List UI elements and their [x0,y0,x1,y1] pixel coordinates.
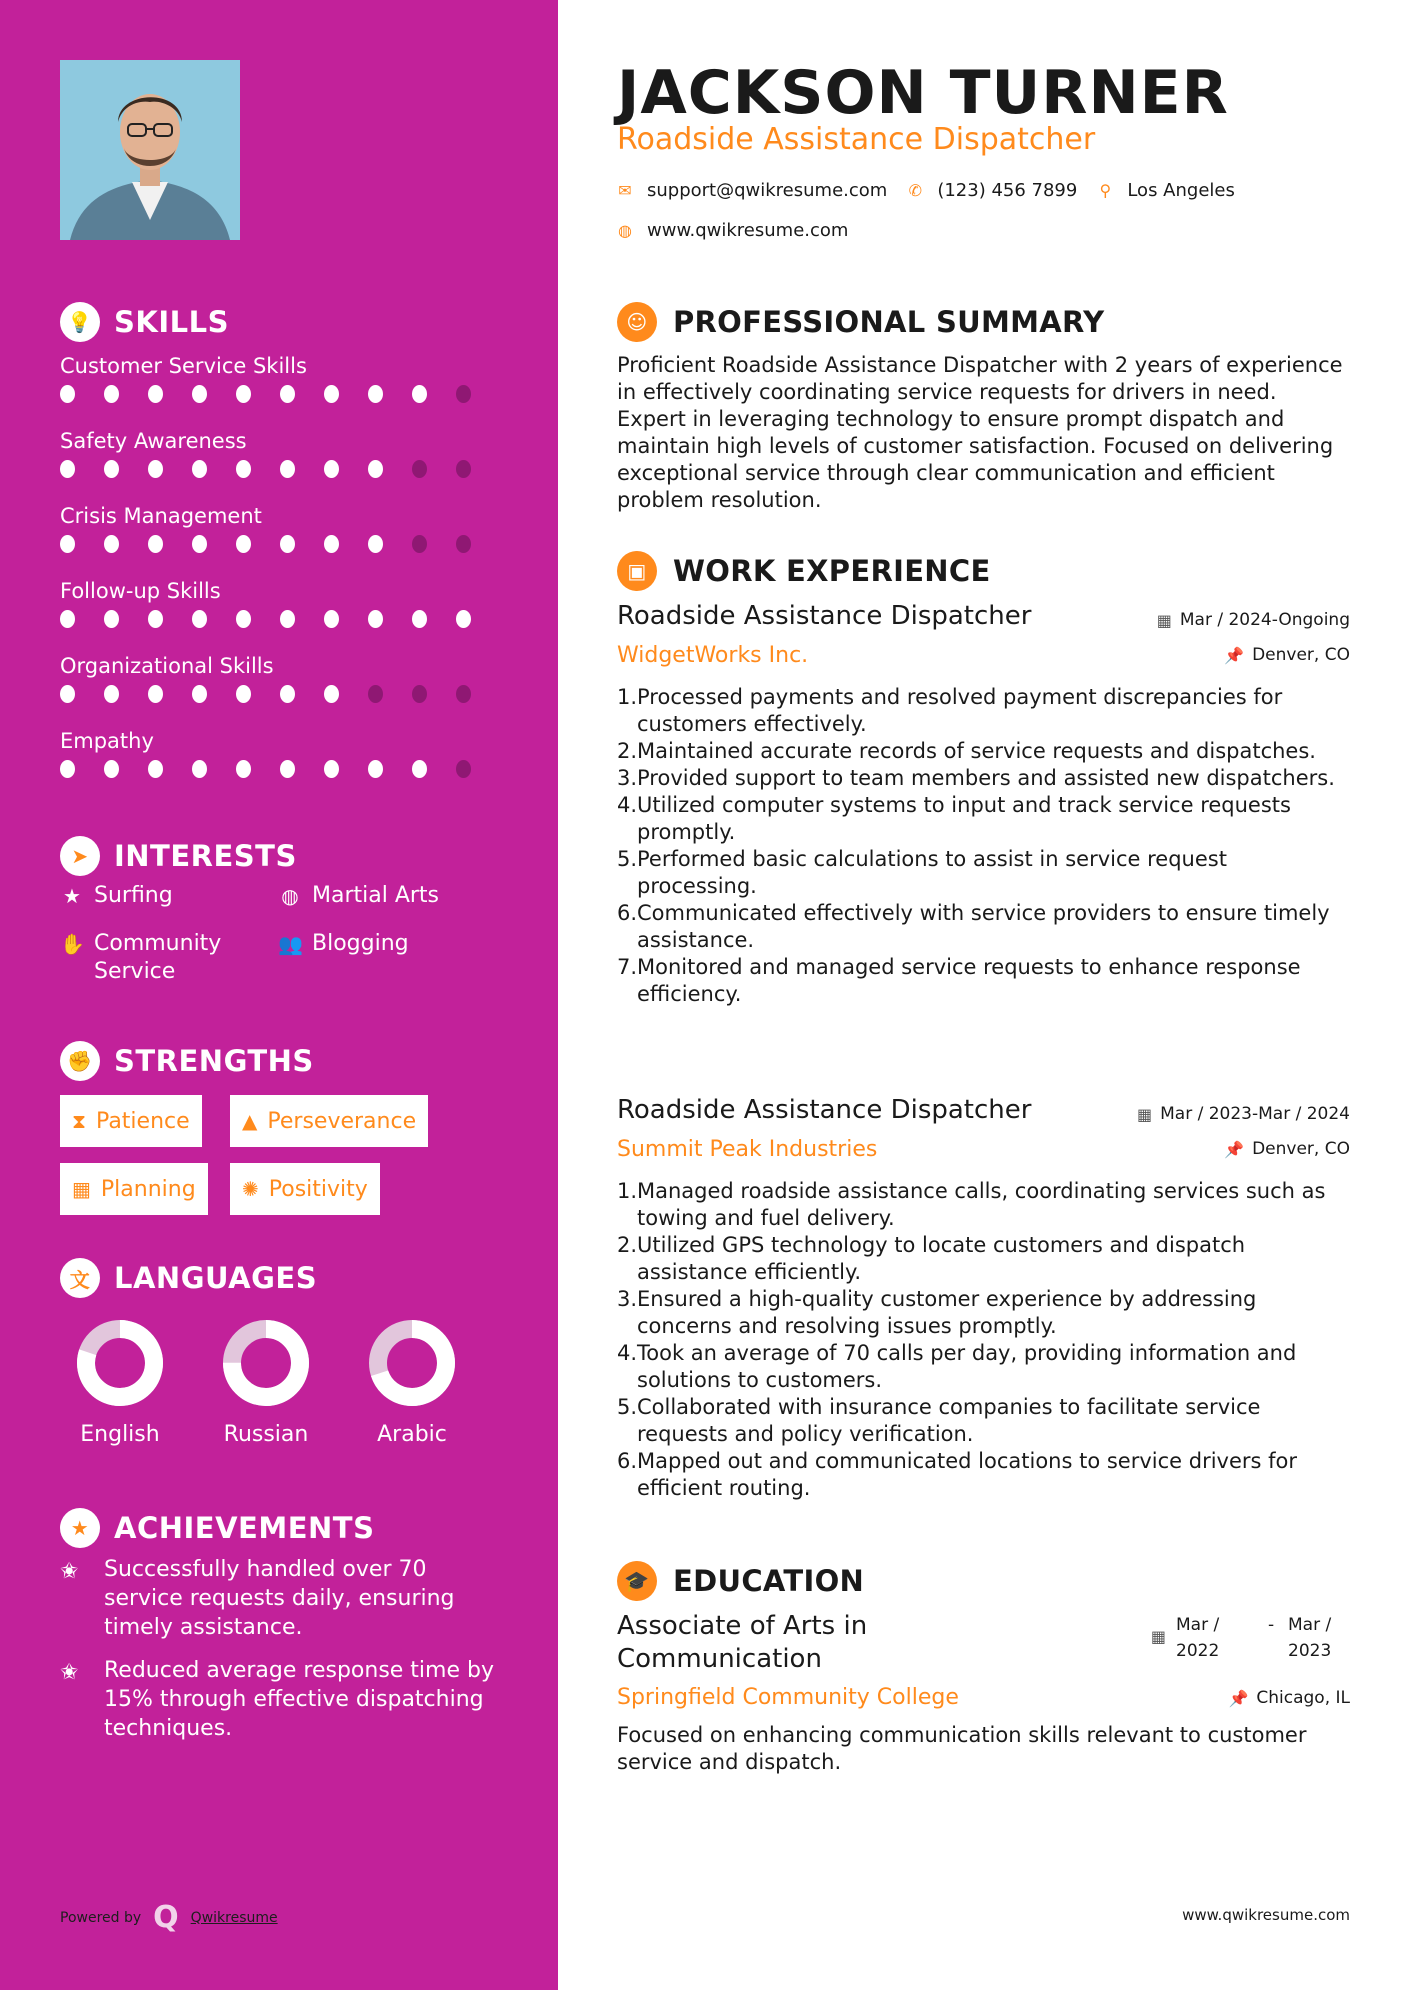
rating-dot-filled [192,760,207,778]
calendar-icon: ▦ [1150,1627,1166,1646]
job-bullet [617,1448,1350,1502]
calendar-icon: ▦ [1136,1104,1153,1124]
interest-item: ◍ Martial Arts [278,882,439,910]
calendar-icon: ▦ [1156,610,1172,630]
job-bullet [617,1340,1350,1394]
job-bullet [617,792,1350,846]
star-icon: ★ [63,884,81,908]
rating-dot-filled [412,610,427,628]
rating-dot-filled [412,385,427,403]
map-pin-icon: ⚲ [1099,181,1112,200]
users-icon: 👥 [278,932,303,956]
bullet-number: 6. [617,1449,638,1473]
skills-title: SKILLS [114,305,229,339]
graduation-cap-icon: 🎓 [617,1561,657,1601]
languages-title: LANGUAGES [114,1261,318,1295]
rating-dot-filled [148,610,163,628]
job-bullet [617,684,1350,738]
contact-row [617,180,1235,201]
skill-item [60,427,500,502]
lightbulb-icon: 💡 [60,302,100,342]
skill-rating [60,760,500,778]
skill-item [60,577,500,652]
rating-dot-filled [104,610,119,628]
skill-item [60,502,500,577]
job-bullet [617,738,1350,765]
rating-dot-filled [236,685,251,703]
education-heading: 🎓 EDUCATION [617,1561,864,1601]
pin-icon: 📌 [1224,645,1245,665]
interest-item: 👥 Blogging [278,931,409,956]
rating-dot-empty [412,460,427,478]
rating-dot-filled [192,685,207,703]
rating-dot-filled [324,385,339,403]
language-name: English [80,1422,160,1447]
rating-dot-filled [60,685,75,703]
job-title: Roadside Assistance Dispatcher [617,601,1032,631]
bullet-text: Mapped out and communicated locations to service drivers for efficient routing. [637,1449,1298,1500]
shooting-star-icon: ✬ [60,1559,79,1584]
language-item [60,1320,180,1447]
language-name: Russian [223,1422,309,1447]
fist-icon: ✊ [60,1041,100,1081]
sun-icon: ✺ [242,1177,259,1201]
rating-dot-filled [236,385,251,403]
rating-dot-filled [280,535,295,553]
bullet-text: Utilized GPS technology to locate customers and dispatch assistance efficiently. [637,1233,1246,1284]
hand-icon: ✋ [60,932,85,956]
rating-dot-empty [456,535,471,553]
bullet-text: Utilized computer systems to input and track service requests promptly. [637,793,1291,844]
rating-dot-filled [60,610,75,628]
rating-dot-filled [60,460,75,478]
rating-dot-empty [456,685,471,703]
bullet-text: Maintained accurate records of service requests and dispatches. [637,739,1316,763]
job-bullets [617,684,1350,1008]
bullet-number: 3. [617,1287,638,1311]
hourglass-icon: ⧗ [72,1109,87,1133]
bullet-text: Provided support to team members and assisted new dispatchers. [637,766,1335,790]
job-bullet [617,1286,1350,1340]
job-bullet [617,1232,1350,1286]
email[interactable]: support@qwikresume.com [647,180,888,201]
education-dates: ▦ Mar / 2022 - Mar / 2023 [1151,1612,1350,1664]
job-bullet [617,846,1350,900]
road-icon: ▲ [242,1109,258,1133]
website-row [617,220,848,241]
language-level-ring [77,1320,163,1406]
language-name: Arabic [377,1422,447,1447]
achievement-item: ✬ Reduced average response time by 15% through effective dispatching techniques. [60,1658,494,1741]
interest-item: ✋ Community Service [60,931,222,984]
briefcase-icon: ▣ [617,551,657,591]
rating-dot-filled [148,685,163,703]
rating-dot-filled [192,385,207,403]
rating-dot-filled [192,610,207,628]
job-bullet [617,765,1350,792]
skill-rating [60,610,500,628]
rating-dot-filled [192,535,207,553]
job-bullet [617,900,1350,954]
rating-dot-filled [280,610,295,628]
rating-dot-filled [280,685,295,703]
skill-rating [60,535,500,553]
candidate-title: Roadside Assistance Dispatcher [617,122,1096,157]
skill-name: Organizational Skills [60,654,274,678]
achievements-heading [60,1508,374,1548]
achievement-item: ✬ Successfully handled over 70 service requests daily, ensuring timely assistance. [60,1557,455,1640]
summary-text: Proficient Roadside Assistance Dispatcher with 2 years of experience in effectively coordinating service requests for drivers in need. Expert in leveraging technology to ensure prompt dispatch and maintain high levels of customer satisfaction. Focused on delivering exceptional service through clear communication and efficient problem resolution. [617,353,1343,512]
rating-dot-filled [280,385,295,403]
edu-start: Mar / 2022 [1176,1615,1220,1661]
rating-dot-filled [412,760,427,778]
rating-dot-empty [412,535,427,553]
rating-dot-filled [236,760,251,778]
rating-dot-filled [104,385,119,403]
interests-heading [60,836,297,876]
rating-dot-filled [280,760,295,778]
rating-dot-filled [236,460,251,478]
rating-dot-filled [104,535,119,553]
skills-heading [60,302,229,342]
rating-dot-filled [148,760,163,778]
rating-dot-filled [148,385,163,403]
skill-name: Empathy [60,729,154,753]
strength-chip: ▲ Perseverance [230,1095,428,1147]
bullet-text: Communicated effectively with service providers to ensure timely assistance. [637,901,1330,952]
powered-by: Powered by Q Qwikresume [60,1900,278,1935]
bullet-text: Managed roadside assistance calls, coordinating services such as towing and fuel delivery. [637,1179,1326,1230]
bullet-number: 1. [617,685,638,709]
globe-icon: ◍ [618,221,632,240]
phone[interactable]: (123) 456 7899 [937,180,1078,201]
rating-dot-filled [60,535,75,553]
rating-dot-filled [60,760,75,778]
bullet-number: 4. [617,1341,638,1365]
qwikresume-logo-icon: Q [153,1900,179,1935]
bullet-number: 6. [617,901,638,925]
rating-dot-empty [368,685,383,703]
job-location: 📌 Denver, CO [1224,645,1350,665]
rating-dot-empty [456,460,471,478]
skill-name: Customer Service Skills [60,354,307,378]
rating-dot-filled [324,535,339,553]
job-title: Roadside Assistance Dispatcher [617,1095,1032,1125]
summary-heading: ☺ PROFESSIONAL SUMMARY [617,302,1104,342]
rating-dot-filled [368,385,383,403]
footer-url[interactable]: www.qwikresume.com [1182,1906,1350,1924]
user-icon: ☺ [617,302,657,342]
bullet-number: 2. [617,1233,638,1257]
trophy-icon: ★ [60,1508,100,1548]
rating-dot-filled [236,610,251,628]
rating-dot-filled [368,760,383,778]
education-description: Focused on enhancing communication skills relevant to customer service and dispatch. [617,1723,1307,1774]
job-location: 📌 Denver, CO [1224,1139,1350,1159]
bullet-number: 3. [617,766,638,790]
language-item [206,1320,326,1447]
shooting-star-icon: ✬ [60,1660,79,1685]
experience-heading: ▣ WORK EXPERIENCE [617,551,991,591]
strengths-heading [60,1041,314,1081]
degree-line-2: Communication [617,1644,822,1674]
rating-dot-filled [456,610,471,628]
bullet-number: 5. [617,847,638,871]
bullet-number: 4. [617,793,638,817]
bullet-number: 7. [617,955,638,979]
job-company: WidgetWorks Inc. [617,643,809,668]
rating-dot-filled [324,610,339,628]
bullet-text: Performed basic calculations to assist in service request processing. [637,847,1227,898]
location: Los Angeles [1127,180,1235,201]
skill-item [60,652,500,727]
rating-dot-filled [148,535,163,553]
rating-dot-filled [148,460,163,478]
language-item [352,1320,472,1447]
bullet-text: Processed payments and resolved payment discrepancies for customers effectively. [637,685,1283,736]
pin-icon: 📌 [1224,1139,1245,1159]
skill-rating [60,385,500,403]
job-bullet [617,1394,1350,1448]
job-company: Summit Peak Industries [617,1137,878,1162]
bullet-number: 5. [617,1395,638,1419]
rating-dot-filled [324,760,339,778]
job-dates: ▦ Mar / 2024-Ongoing [1156,610,1350,630]
rating-dot-filled [368,535,383,553]
rating-dot-filled [368,610,383,628]
calendar-icon: ▦ [72,1177,91,1201]
strength-chip: ▦ Planning [60,1163,208,1215]
skill-rating [60,460,500,478]
rating-dot-empty [456,385,471,403]
brand-link[interactable]: Qwikresume [190,1909,278,1926]
rating-dot-filled [368,460,383,478]
bullet-number: 2. [617,739,638,763]
job-bullets [617,1178,1350,1502]
paper-plane-icon: ➤ [60,836,100,876]
job-bullet [617,954,1350,1008]
strengths-title: STRENGTHS [114,1044,314,1078]
achievements-title: ACHIEVEMENTS [114,1511,375,1545]
edu-end: Mar / 2023 [1288,1615,1332,1661]
rating-dot-filled [104,460,119,478]
rating-dot-filled [236,535,251,553]
school-location: 📌 Chicago, IL [1228,1688,1350,1708]
candidate-name: JACKSON TURNER [617,58,1229,128]
language-level-ring [369,1320,455,1406]
job-bullet [617,1178,1350,1232]
strength-chip: ⧗ Patience [60,1095,202,1147]
degree-line-1: Associate of Arts in [617,1611,868,1641]
skills-list [60,352,500,802]
bullet-text: Ensured a high-quality customer experience by addressing concerns and resolving issues promptly. [637,1287,1257,1338]
interests-title: INTERESTS [114,839,297,873]
skill-name: Crisis Management [60,504,262,528]
rating-dot-empty [456,760,471,778]
rating-dot-filled [280,460,295,478]
sidebar [0,0,558,1990]
rating-dot-filled [104,760,119,778]
skill-rating [60,685,500,703]
language-icon: 文 [60,1258,100,1298]
bullet-text: Collaborated with insurance companies to facilitate service requests and policy verification. [637,1395,1261,1446]
rating-dot-filled [324,460,339,478]
job-dates: ▦ Mar / 2023-Mar / 2024 [1136,1104,1350,1124]
languages-heading [60,1258,317,1298]
interest-item: ★ Surfing [60,882,173,910]
bullet-number: 1. [617,1179,638,1203]
rating-dot-filled [104,685,119,703]
bullet-text: Took an average of 70 calls per day, providing information and solutions to customers. [637,1341,1297,1392]
globe-icon: ◍ [281,884,299,908]
rating-dot-filled [192,460,207,478]
rating-dot-filled [324,685,339,703]
language-level-ring [223,1320,309,1406]
skill-item [60,352,500,427]
phone-icon: ✆ [908,181,923,200]
school-name: Springfield Community College [617,1685,959,1710]
envelope-icon: ✉ [618,181,632,200]
skill-item [60,727,500,802]
bullet-text: Monitored and managed service requests to enhance response efficiency. [637,955,1301,1006]
profile-photo [60,60,240,240]
skill-name: Safety Awareness [60,429,247,453]
strength-chip: ✺ Positivity [230,1163,380,1215]
achievements-list [60,1555,500,1757]
website[interactable]: www.qwikresume.com [647,220,849,241]
pin-icon: 📌 [1228,1688,1249,1708]
skill-name: Follow-up Skills [60,579,221,603]
rating-dot-filled [60,385,75,403]
rating-dot-empty [412,685,427,703]
